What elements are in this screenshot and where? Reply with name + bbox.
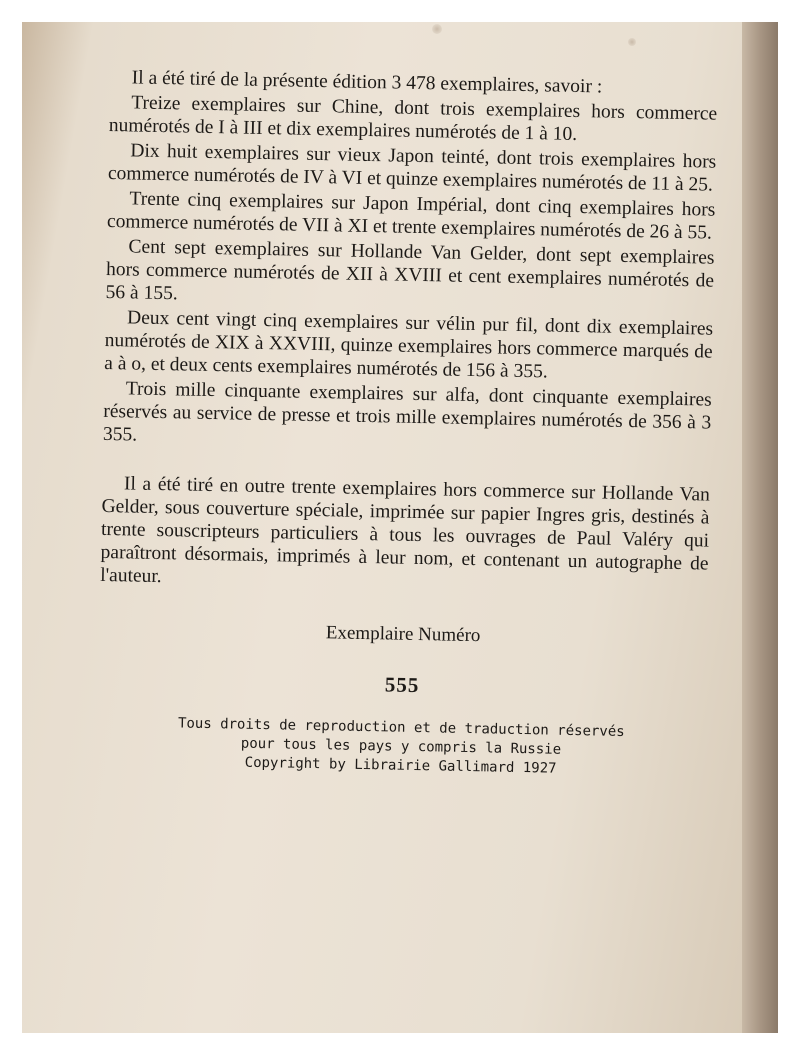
paragraph-hollande: Cent sept exemplaires sur Hollande Van Gelder, dont sept exemplaires hors commerce numérotés de XII à XVIII et cent exemplaires numérotés de 56 à 155. — [105, 236, 715, 305]
paragraph-chine: Treize exemplaires sur Chine, dont trois exemplaires hors commerce numérotés de I à III et dix exemplaires numérotés de 1 à 10. — [108, 92, 718, 145]
paragraph-intro: Il a été tiré de la présente édition 3 478 exemplaires, savoir : — [131, 67, 603, 98]
copyright-line: Tous droits de reproduction et de traduction réservés — [177, 715, 625, 741]
adjacent-page-edge — [742, 22, 778, 1033]
paper-spot — [628, 38, 636, 46]
exemplaire-number: 555 — [384, 672, 420, 698]
paragraph-japon-imperial: Trente cinq exemplaires sur Japon Impérial, dont cinq exemplaires hors commerce numérotés de VII à XI et trente exemplaires numérotés de 26 à 55. — [106, 188, 716, 244]
copyright-line: Copyright by Librairie Gallimard 1927 — [244, 754, 557, 777]
paragraph-hors-commerce: Il a été tiré en outre trente exemplaires hors commerce sur Hollande Van Gelder, sous couverture spéciale, imprimée sur papier Ingres gris, destinés à trente souscripteurs particuliers à tous les ouvrages de Paul Valéry qui paraîtront désormais, imprimés à leur nom, et contenant un autographe de l'auteur. — [100, 473, 711, 588]
book-page-photo — [22, 22, 778, 1033]
book-page — [22, 22, 742, 1033]
copyright-notice — [96, 713, 705, 782]
justification-text — [96, 66, 717, 782]
paragraph-velin: Deux cent vingt cinq exemplaires sur vélin pur fil, dont dix exemplaires numérotés de XIX à XXVIII, quinze exemplaires hors commerce marqués de a à o, et deux cents exemplaires numérotés de 156 à 355. — [104, 307, 714, 383]
paragraph-japon-teinte: Dix huit exemplaires sur vieux Japon teinté, dont trois exemplaires hors commerce numérotés de IV à VI et quinze exemplaires numérotés de 11 à 25. — [107, 140, 717, 196]
exemplaire-label: Exemplaire Numéro — [325, 622, 481, 647]
paper-spot — [432, 24, 442, 34]
paragraph-alfa: Trois mille cinquante exemplaires sur alfa, dont cinquante exemplaires réservés au service de presse et trois mille exemplaires numérotés de 356 à 3 355. — [102, 378, 712, 446]
copyright-line: pour tous les pays y compris la Russie — [240, 735, 562, 758]
